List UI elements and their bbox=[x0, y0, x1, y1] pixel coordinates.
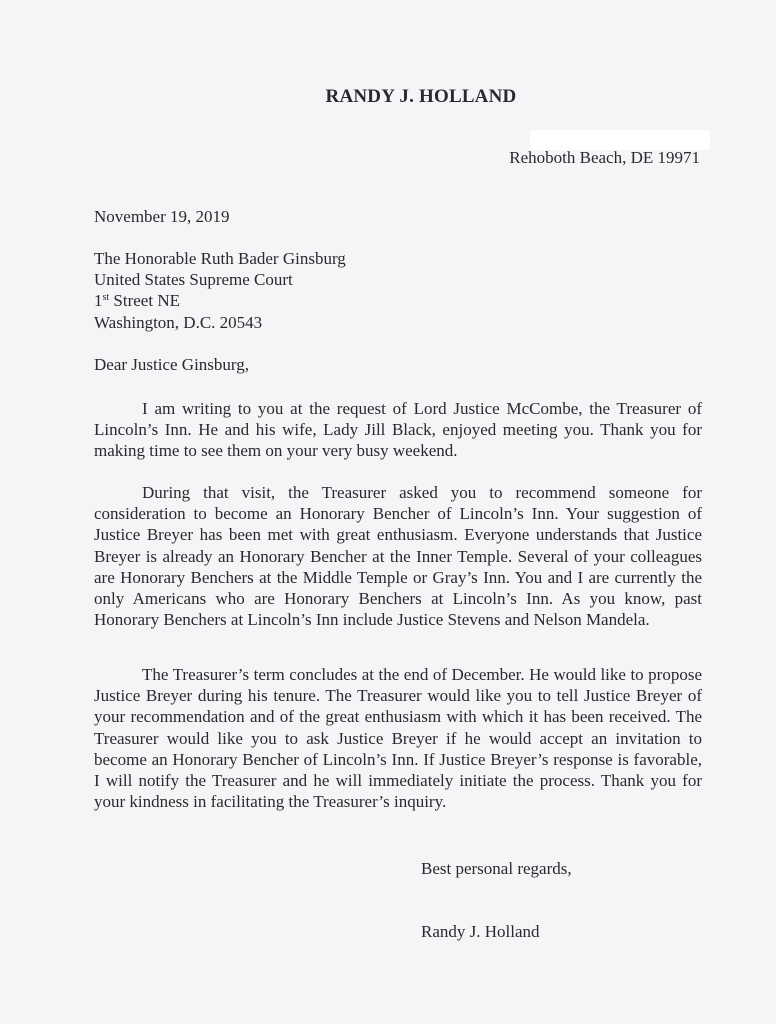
paragraph-3: The Treasurer’s term concludes at the end of December. He would like to propose Justice Breyer during his tenure. The Treasurer would like you to tell Justice Breyer of your recommendation and of the great enthusiasm with which it has been received. The Treasurer would like you to ask Justice Breyer if he would accept an invitation to become an Honorary Bencher of Lincoln’s Inn. If Justice Breyer’s response is favorable, I will notify the Treasurer and he will immediately initiate the process. Thank you for your kindness in facilitating the Treasurer’s inquiry. bbox=[94, 665, 702, 812]
closing: Best personal regards, bbox=[421, 859, 572, 878]
paragraph-1: I am writing to you at the request of Lord Justice McCombe, the Treasurer of Lincoln’s Inn. He and his wife, Lady Jill Black, enjoyed meeting you. Thank you for making time to see them on your very busy weekend. bbox=[94, 399, 702, 461]
signature: Randy J. Holland bbox=[421, 922, 540, 941]
recipient-city: Washington, D.C. 20543 bbox=[94, 312, 263, 332]
redacted-street-address bbox=[530, 130, 710, 150]
return-address-city: Rehoboth Beach, DE 19971 bbox=[509, 148, 700, 167]
letter-date: November 19, 2019 bbox=[94, 207, 230, 226]
recipient-organization: United States Supreme Court bbox=[94, 270, 293, 290]
street-name: Street NE bbox=[109, 291, 180, 311]
street-ordinal-suffix: st bbox=[102, 292, 110, 304]
street-number: 1 bbox=[94, 291, 103, 311]
recipient-name: The Honorable Ruth Bader Ginsburg bbox=[94, 249, 346, 268]
salutation: Dear Justice Ginsburg, bbox=[94, 355, 250, 374]
letterhead-name: RANDY J. HOLLAND bbox=[325, 86, 517, 107]
paragraph-2: During that visit, the Treasurer asked you to recommend someone for consideration to become an Honorary Bencher of Lincoln’s Inn. Your suggestion of Justice Breyer has been met with great enthusiasm. Everyone understands that Justice Breyer is already an Honorary Bencher at the Inner Temple. Several of your colleagues are Honorary Benchers at the Middle Temple or Gray’s Inn. You and I are currently the only Americans who are Honorary Benchers at Lincoln’s Inn. As you know, past Honorary Benchers at Lincoln’s Inn include Justice Stevens and Nelson Mandela. bbox=[94, 483, 702, 630]
recipient-address bbox=[94, 248, 702, 333]
recipient-street bbox=[94, 290, 702, 311]
